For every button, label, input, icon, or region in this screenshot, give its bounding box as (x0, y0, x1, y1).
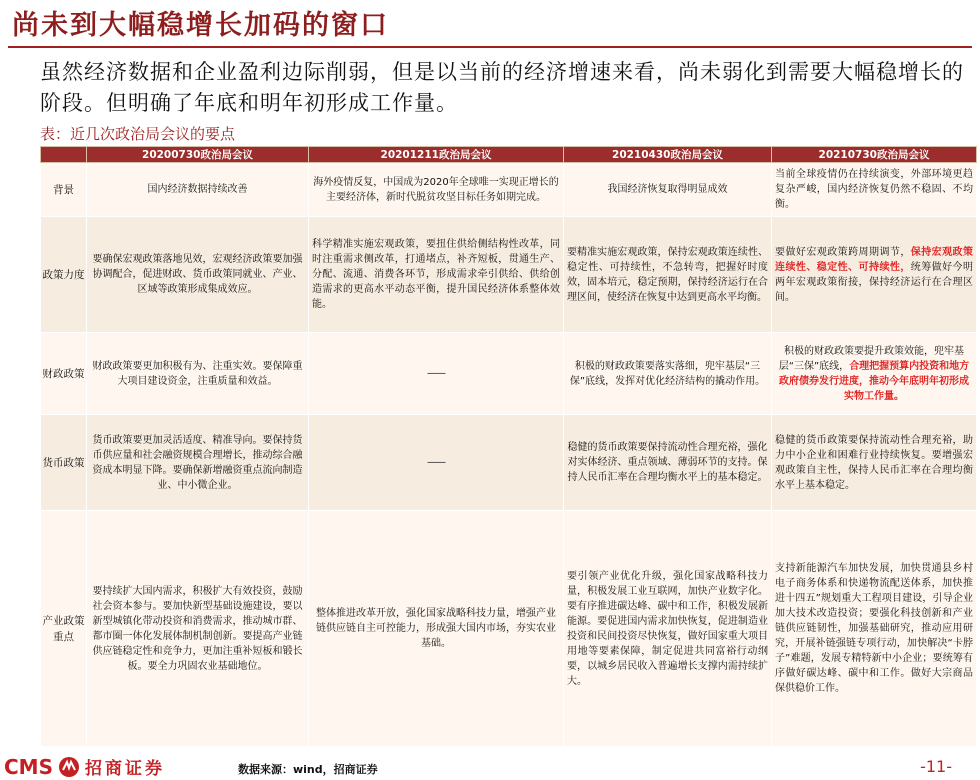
table-header-row (41, 147, 977, 163)
table-cell: 要引领产业优化升级，强化国家战略科技力量，积极发展工业互联网，加快产业数字化。要有序推进碳达峰、碳中和工作，积极发展新能源。要促进国内需求加快恢复，促进制造业投资和民间投资尽快恢复，做好国家重大项目用地等要素保障，制定促进共同富裕行动纲要，以城乡居民收入普遍增长支撑内需持续扩大。 (564, 511, 772, 747)
table-cell: 货币政策要更加灵活适度、精准导向。要保持货币供应量和社会融资规模合理增长，推动综合融资成本明显下降。要确保新增融资重点流向制造业、中小微企业。 (87, 415, 309, 511)
meeting-table (40, 146, 977, 747)
table-cell: 支持新能源汽车加快发展，加快贯通县乡村电子商务体系和快递物流配送体系，加快推进十四五”规划重大工程项目建设，引导企业加大技术改造投资；要强化科技创新和产业链供应链韧性，加强基础研究，推动应用研究，开展补链强链专项行动，加快解决“卡脖子”难题，发展专精特新中小企业；要统筹有序做好碳达峰、碳中和工作。做好大宗商品保供稳价工作。 (772, 511, 977, 747)
table-row (41, 415, 977, 511)
company-logo (4, 754, 165, 779)
table-cell: 财政政策要更加积极有为、注重实效。要保障重大项目建设资金，注重质量和效益。 (87, 333, 309, 415)
table-row (41, 333, 977, 415)
table-cell: 要持续扩大国内需求，积极扩大有效投资，鼓励社会资本参与。要加快新型基础设施建设，要以新型城镇化带动投资和消费需求，推动城市群、都市圈一体化发展体制机制创新。要提高产业链供应链稳定性和竞争力，更加注重补短板和锻长板。要全力巩固农业基础地位。 (87, 511, 309, 747)
header-corner (41, 147, 87, 163)
table-cell: 要确保宏观政策落地见效，宏观经济政策要加强协调配合，促进财政、货币政策同就业、产业、区域等政策形成集成效应。 (87, 217, 309, 333)
company-name: 招商证券 (84, 759, 165, 779)
table-row (41, 163, 977, 217)
highlight-text: 合理把握预算内投资和地方政府债券发行进度，推动今年底明年初形成实物工作量。 (779, 360, 970, 402)
page-title: 尚未到大幅稳增长加码的窗口 (12, 10, 389, 41)
table-row (41, 511, 977, 747)
table-row (41, 217, 977, 333)
row-label: 财政政策 (41, 333, 87, 415)
data-source: 数据来源：wind，招商证券 (238, 763, 378, 776)
cell-text: 统筹做好今明两年宏观政策衔接，保持经济运行在合理区间。 (775, 261, 974, 303)
table-cell: 我国经济恢复取得明显成效 (564, 163, 772, 217)
summary-text: 虽然经济数据和企业盈利边际削弱，但是以当前的经济增速来看，尚未弱化到需要大幅稳增长的阶段。但明确了年底和明年初形成工作量。 (40, 60, 964, 115)
footer (0, 754, 980, 780)
table-cell: 积极的财政政策要落实落细，兜牢基层“三保”底线，发挥对优化经济结构的撬动作用。 (564, 333, 772, 415)
cms-emblem-icon (58, 756, 80, 778)
row-label: 政策力度 (41, 217, 87, 333)
table-cell: 稳健的货币政策要保持流动性合理充裕，强化对实体经济、重点领域、薄弱环节的支持。保持人民币汇率在合理均衡水平上的基本稳定。 (564, 415, 772, 511)
title-divider (8, 46, 972, 48)
column-header: 20201211政治局会议 (309, 147, 564, 163)
highlight-text: 保持宏观政策连续性、稳定性、可持续性， (775, 246, 974, 273)
column-header: 20200730政治局会议 (87, 147, 309, 163)
table-cell: 当前全球疫情仍在持续演变，外部环境更趋复杂严峻，国内经济恢复仍然不稳固、不均衡。 (772, 163, 977, 217)
row-label: 产业政策重点 (41, 511, 87, 747)
row-label: 背景 (41, 163, 87, 217)
table-cell (772, 333, 977, 415)
table-cell: 稳健的货币政策要保持流动性合理充裕，助力中小企业和困难行业持续恢复。要增强宏观政策自主性，保持人民币汇率在合理均衡水平上基本稳定。 (772, 415, 977, 511)
table-cell (772, 217, 977, 333)
cell-text: 要做好宏观政策跨周期调节， (775, 246, 911, 258)
logo-text: CMS (4, 754, 53, 779)
table-cell: —— (309, 333, 564, 415)
row-label: 货币政策 (41, 415, 87, 511)
table-cell: 要精准实施宏观政策，保持宏观政策连续性、稳定性、可持续性，不急转弯，把握好时度效，固本培元，稳定预期，保持经济运行在合理区间，使经济在恢复中达到更高水平均衡。 (564, 217, 772, 333)
column-header: 20210430政治局会议 (564, 147, 772, 163)
table-caption: 表：近几次政治局会议的要点 (40, 125, 236, 143)
table-cell: 海外疫情反复，中国成为2020年全球唯一实现正增长的主要经济体，新时代脱贫攻坚目标任务如期完成。 (309, 163, 564, 217)
cell-text: 积极的财政政策要提升政策效能，兜牢基层“三保”底线， (778, 345, 964, 372)
table-cell: —— (309, 415, 564, 511)
table-cell: 科学精准实施宏观政策，要扭住供给侧结构性改革，同时注重需求侧改革，打通堵点，补齐短板，贯通生产、分配、流通、消费各环节，形成需求牵引供给、供给创造需求的更高水平动态平衡，提升国民经济体系整体效能。 (309, 217, 564, 333)
table-cell: 整体推进改革开放，强化国家战略科技力量，增强产业链供应链自主可控能力，形成强大国内市场，夯实农业基础。 (309, 511, 564, 747)
table-cell: 国内经济数据持续改善 (87, 163, 309, 217)
page-number: -11- (920, 757, 952, 776)
column-header: 20210730政治局会议 (772, 147, 977, 163)
